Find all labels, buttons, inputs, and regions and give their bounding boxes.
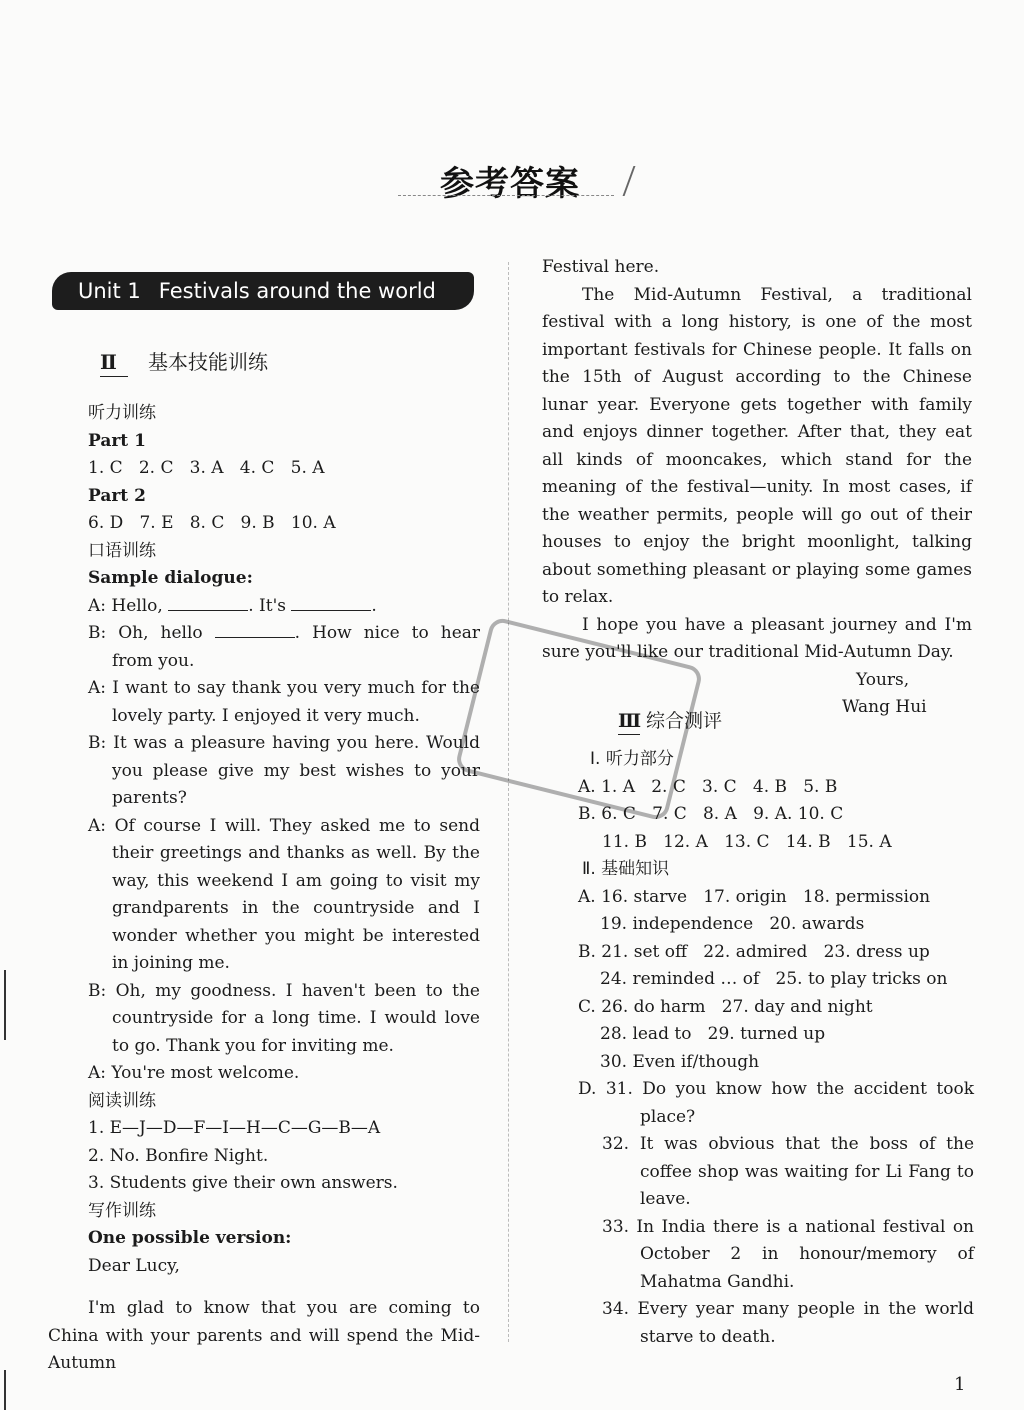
dialogue-line: A: I want to say thank you very much for the lovely party. I enjoyed it very much. bbox=[88, 678, 480, 726]
dialogue-line: A: You're most welcome. bbox=[88, 1063, 300, 1083]
reading-answer: 2. No. Bonfire Night. bbox=[88, 1145, 269, 1166]
answer-line: D. 31. Do you know how the accident took place? bbox=[578, 1079, 974, 1127]
test-answers bbox=[578, 746, 974, 1351]
letter-greeting: Dear Lucy, bbox=[88, 1255, 180, 1276]
letter-opening: I'm glad to know that you are coming to China with your parents and will spend the Mid-Autumn bbox=[48, 1298, 480, 1373]
letter-body: The Mid-Autumn Festival, a traditional festival with a long history, is one of the most important festivals for Chinese people. It falls on the 15th of August according to the Chinese lunar year. Everyone gets together with family and enjoys dinner together. After that, they eat all kinds of mooncakes, which stand for the meaning of the festival—unity. In most cases, if the weather permits, people will go out of their houses to enjoy the bright moonlight, talking about something pleasant or playing some games to relax. bbox=[542, 284, 972, 607]
section-title: 基本技能训练 bbox=[148, 350, 268, 374]
answer-line: 28. lead to 29. turned up bbox=[600, 1024, 826, 1044]
unit-title: Festivals around the world bbox=[158, 279, 436, 303]
dialogue-line: B: Oh, hello . How nice to hear bbox=[88, 623, 481, 643]
section-basic-skills bbox=[100, 346, 268, 377]
dialogue-line: A: Of course I will. They asked me to send their greetings and thanks as well. By the way, this weekend I am going to visit my grandparents in the countryside and I wonder whether you might be interested in joining me. bbox=[88, 815, 480, 973]
dialogue-line: B: Oh, my goodness. I haven't been to the countryside for a long time. I would love to go. Thank you for inviting me. bbox=[88, 980, 480, 1056]
letter-signoff: Yours, bbox=[856, 669, 910, 690]
section-roman: Ⅱ bbox=[100, 350, 128, 377]
margin-mark bbox=[4, 1370, 6, 1410]
part1-label: Part 1 bbox=[88, 430, 146, 451]
answer-line: A. 1. A 2. C 3. C 4. B 5. B bbox=[578, 776, 838, 797]
letter-continued: Festival here. bbox=[542, 257, 660, 277]
answer-line: 34. Every year many people in the world starve to death. bbox=[602, 1299, 974, 1347]
section-title: 综合测评 bbox=[646, 710, 723, 732]
part2-answers: 6. D 7. E 8. C 9. B 10. A bbox=[88, 513, 336, 533]
part2-label: Part 2 bbox=[88, 485, 146, 506]
title-swoosh-icon bbox=[599, 166, 636, 196]
reading-heading: 阅读训练 bbox=[88, 1090, 156, 1111]
page-number: 1 bbox=[954, 1374, 966, 1395]
answer-line: A. 16. starve 17. origin 18. permission bbox=[578, 886, 931, 907]
unit-number: Unit 1 bbox=[78, 279, 141, 303]
sample-dialogue-label: Sample dialogue: bbox=[88, 568, 253, 588]
unit-banner bbox=[52, 272, 474, 310]
listening-part-heading: Ⅰ. 听力部分 bbox=[590, 749, 674, 769]
title-underline bbox=[398, 195, 614, 197]
reading-answer: 1. E—J—D—F—I—H—C—G—B—A bbox=[88, 1118, 381, 1138]
dialogue-line: A: Hello, . It's . bbox=[88, 595, 377, 616]
basic-knowledge-heading: Ⅱ. 基础知识 bbox=[582, 859, 670, 879]
answer-line: 32. It was obvious that the boss of the coffee shop was waiting for Li Fang to leave. bbox=[602, 1134, 974, 1209]
column-divider bbox=[508, 262, 509, 1342]
answer-line: 30. Even if/though bbox=[600, 1051, 760, 1072]
writing-heading: 写作训练 bbox=[88, 1200, 156, 1221]
section-roman: Ⅲ bbox=[618, 710, 640, 735]
dialogue-line: from you. bbox=[112, 650, 195, 671]
left-column bbox=[88, 400, 480, 1280]
margin-mark bbox=[4, 970, 6, 1040]
page-title: 参考答案 bbox=[440, 164, 580, 204]
reading-answer: 3. Students give their own answers. bbox=[88, 1173, 398, 1193]
letter-signature: Wang Hui bbox=[842, 697, 927, 717]
one-possible-version-label: One possible version: bbox=[88, 1228, 292, 1248]
answer-line: 19. independence 20. awards bbox=[600, 914, 865, 934]
page-header bbox=[0, 152, 1024, 212]
answer-line: B. 21. set off 22. admired 23. dress up bbox=[578, 941, 930, 962]
answer-line: C. 26. do harm 27. day and night bbox=[578, 996, 873, 1017]
answer-line: 33. In India there is a national festival on October 2 in honour/memory of Mahatma Gandhi. bbox=[602, 1216, 974, 1292]
answer-line: 11. B 12. A 13. C 14. B 15. A bbox=[602, 831, 892, 852]
answer-line: B. 6. C 7. C 8. A 9. A. 10. C bbox=[578, 804, 844, 824]
letter-body-closing: I hope you have a pleasant journey and I'm sure you'll like our traditional Mid-Autumn Day. bbox=[542, 614, 972, 662]
speaking-heading: 口语训练 bbox=[88, 540, 156, 561]
part1-answers: 1. C 2. C 3. A 4. C 5. A bbox=[88, 458, 325, 478]
dialogue-line: B: It was a pleasure having you here. Would you please give my best wishes to your parents? bbox=[88, 733, 480, 808]
listening-heading: 听力训练 bbox=[88, 403, 156, 423]
answer-line: 24. reminded … of 25. to play tricks on bbox=[600, 969, 948, 989]
